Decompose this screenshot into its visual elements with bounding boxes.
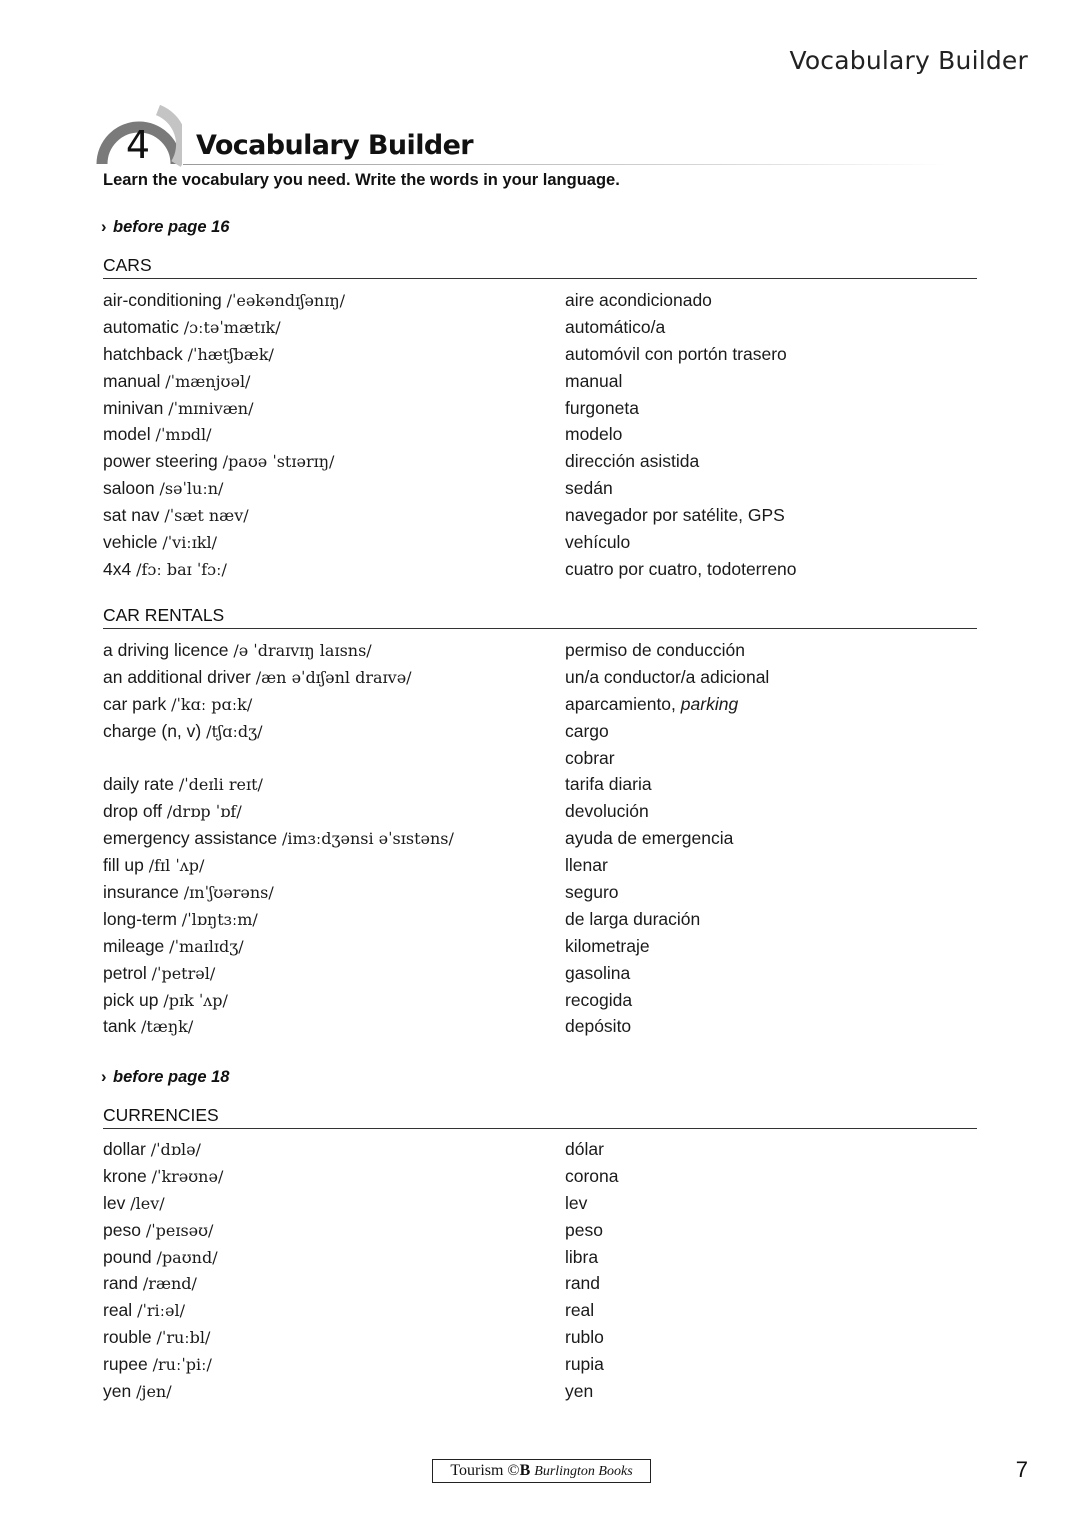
- section-heading-currencies: CURRENCIES: [103, 1105, 977, 1129]
- vocab-row: [103, 852, 977, 879]
- vocab-word: petrol: [103, 962, 147, 983]
- vocab-pronunciation: /ruːˈpiː/: [152, 1355, 212, 1375]
- vocab-row: [103, 287, 977, 314]
- translation-text: aparcamiento,: [565, 693, 676, 714]
- vocab-translation: [565, 879, 619, 906]
- vocab-word: an additional driver: [103, 666, 251, 687]
- translation-text: yen: [565, 1381, 594, 1402]
- unit-number: 4: [125, 123, 151, 167]
- vocab-term: [103, 825, 454, 853]
- vocab-row: [103, 395, 977, 422]
- vocab-pronunciation: /pɪk ˈʌp/: [163, 990, 228, 1010]
- vocab-word: air-conditioning: [103, 290, 222, 310]
- vocab-translation: [565, 1270, 600, 1297]
- vocab-translation: [565, 987, 632, 1014]
- translation-text: rupia: [565, 1354, 604, 1375]
- vocab-row: [103, 502, 977, 529]
- vocab-pronunciation: /səˈluːn/: [159, 479, 224, 499]
- translation-text: llenar: [565, 855, 608, 876]
- vocab-term: [103, 1163, 223, 1191]
- vocab-row: [103, 448, 977, 475]
- vocab-term: [103, 1136, 201, 1164]
- page-ref-label: before page 16: [113, 218, 230, 236]
- chevron-right-icon: ›: [101, 218, 107, 236]
- vocab-row: [103, 314, 977, 341]
- vocab-translation: [565, 852, 608, 879]
- vocab-row: [103, 933, 977, 960]
- vocab-term: [103, 556, 227, 584]
- vocab-list-currencies: [103, 1136, 977, 1405]
- vocab-word: insurance: [103, 882, 179, 903]
- vocab-term: [103, 771, 263, 799]
- translation-text: automático/a: [565, 316, 666, 337]
- vocab-word: rupee: [103, 1354, 148, 1375]
- vocab-translation: [565, 421, 622, 448]
- vocab-word: pound: [103, 1246, 152, 1267]
- vocab-word: tank: [103, 1016, 137, 1037]
- vocab-row: [103, 1378, 977, 1405]
- vocab-word: krone: [103, 1165, 147, 1186]
- vocab-row: [103, 906, 977, 933]
- vocab-translation: [565, 718, 609, 745]
- vocab-term: [103, 314, 281, 342]
- vocab-word: pick up: [103, 989, 159, 1010]
- vocab-row: [103, 718, 977, 745]
- translation-text: sedán: [565, 478, 613, 499]
- vocab-translation: [565, 287, 712, 314]
- vocab-row: [103, 1270, 977, 1297]
- vocab-word: automatic: [103, 316, 179, 337]
- vocab-word: fill up: [103, 855, 144, 876]
- vocab-pronunciation: /tʃɑːdʒ/: [206, 721, 263, 741]
- translation-text: aire acondicionado: [565, 290, 712, 310]
- translation-text: automóvil con portón trasero: [565, 343, 787, 364]
- vocab-term: [103, 637, 372, 665]
- instructions: Learn the vocabulary you need. Write the words in your language.: [103, 171, 620, 189]
- vocab-row: [103, 368, 977, 395]
- vocab-translation: [565, 314, 665, 341]
- vocab-translation: [565, 664, 769, 691]
- page-ref-18: [101, 1068, 229, 1087]
- vocab-pronunciation: /imɜːdʒənsi əˈsɪstəns/: [282, 829, 454, 849]
- vocab-pronunciation: /æn əˈdɪʃənl draɪvə/: [255, 667, 412, 687]
- vocab-word: mileage: [103, 935, 165, 956]
- vocab-row: [103, 421, 977, 448]
- vocab-translation: [565, 960, 630, 987]
- vocab-translation: [565, 825, 733, 852]
- vocab-term: [103, 987, 228, 1015]
- vocab-term: [103, 502, 249, 530]
- footer-book: Tourism ©: [450, 1462, 520, 1479]
- translation-text: cobrar: [565, 747, 615, 768]
- vocab-pronunciation: /ˈeəkəndɪʃənɪŋ/: [226, 291, 346, 310]
- vocab-word: sat nav: [103, 505, 160, 526]
- page-ref-label: before page 18: [113, 1068, 230, 1086]
- page-ref-16: [101, 218, 229, 237]
- vocab-row: [103, 825, 977, 852]
- vocab-pronunciation: /ˈriːəl/: [137, 1301, 185, 1321]
- vocab-row: [103, 1163, 977, 1190]
- translation-text: furgoneta: [565, 397, 639, 418]
- vocab-word: lev: [103, 1192, 126, 1213]
- translation-text: gasolina: [565, 962, 631, 983]
- vocab-term: [103, 1378, 172, 1406]
- vocab-translation: [565, 368, 622, 395]
- translation-text: ayuda de emergencia: [565, 828, 734, 849]
- vocab-word: rand: [103, 1273, 139, 1294]
- vocab-word: minivan: [103, 397, 164, 418]
- vocab-translation: [565, 529, 630, 556]
- vocab-pronunciation: /fɪl ˈʌp/: [148, 856, 205, 876]
- title-underline: [183, 164, 948, 165]
- translation-text: kilometraje: [565, 935, 650, 956]
- vocab-pronunciation: /ɔːtəˈmætɪk/: [183, 317, 281, 337]
- translation-text: depósito: [565, 1016, 632, 1037]
- vocab-pronunciation: /ˈmaɪlɪdʒ/: [169, 936, 244, 956]
- vocab-term: [103, 529, 217, 557]
- translation-text: dólar: [565, 1139, 604, 1159]
- vocab-translation: [565, 1163, 619, 1190]
- vocab-pronunciation: /ˈpetrəl/: [151, 963, 216, 983]
- vocab-term: [103, 798, 242, 826]
- chevron-right-icon: ›: [101, 1068, 107, 1086]
- vocab-pronunciation: /jen/: [136, 1382, 172, 1402]
- vocab-translation: [565, 502, 785, 529]
- vocab-translation: [565, 1324, 604, 1351]
- vocab-row: [103, 745, 977, 772]
- vocab-row: [103, 1136, 977, 1163]
- unit-number-badge: [96, 98, 182, 168]
- vocab-term: [103, 395, 253, 423]
- vocab-row: [103, 771, 977, 798]
- translation-text: navegador por satélite, GPS: [565, 505, 785, 526]
- vocab-list-car-rentals: [103, 637, 977, 1040]
- vocab-word: manual: [103, 370, 161, 391]
- vocab-word: car park: [103, 693, 167, 714]
- publisher-logo: B: [519, 1462, 531, 1479]
- vocab-row: [103, 341, 977, 368]
- vocab-word: real: [103, 1300, 133, 1321]
- translation-text: tarifa diaria: [565, 774, 652, 795]
- vocab-row: [103, 1297, 977, 1324]
- vocab-word: dollar: [103, 1139, 146, 1159]
- vocab-list-cars: [103, 287, 977, 583]
- vocab-pronunciation: /ˈkrəʊnə/: [151, 1166, 224, 1186]
- translation-text: rand: [565, 1273, 601, 1294]
- vocab-term: [103, 933, 244, 961]
- translation-text: de larga duración: [565, 908, 701, 929]
- vocab-term: [103, 1013, 193, 1041]
- vocab-term: [103, 341, 274, 369]
- vocab-pronunciation: /tæŋk/: [140, 1017, 194, 1037]
- vocab-word: vehicle: [103, 532, 158, 553]
- vocab-pronunciation: /ˈpeɪsəʊ/: [145, 1220, 214, 1240]
- vocab-translation: [565, 906, 700, 933]
- page-number: 7: [1015, 1457, 1028, 1482]
- vocab-term: [103, 906, 258, 934]
- translation-text: rublo: [565, 1327, 604, 1348]
- vocab-word: a driving licence: [103, 640, 229, 660]
- vocab-term: [103, 691, 252, 719]
- vocab-pronunciation: /lev/: [130, 1193, 165, 1213]
- section-heading-cars: CARS: [103, 255, 977, 279]
- section-heading-car-rentals: CAR RENTALS: [103, 605, 977, 629]
- vocab-word: daily rate: [103, 774, 175, 795]
- vocab-row: [103, 1190, 977, 1217]
- translation-text: libra: [565, 1246, 599, 1267]
- translation-italic: parking: [680, 693, 739, 714]
- vocab-translation: [565, 1244, 598, 1271]
- vocab-translation: [565, 395, 639, 422]
- vocab-translation: [565, 1297, 594, 1324]
- vocab-row: [103, 556, 977, 583]
- vocab-pronunciation: /ˈhætʃbæk/: [187, 344, 274, 364]
- vocab-row: [103, 1244, 977, 1271]
- vocab-pronunciation: /ɪnˈʃʊərəns/: [183, 883, 274, 903]
- vocab-pronunciation: /ˈmɒdl/: [155, 425, 212, 445]
- vocab-row: [103, 1351, 977, 1378]
- translation-text: cuatro por cuatro, todoterreno: [565, 558, 797, 579]
- translation-text: peso: [565, 1219, 603, 1240]
- translation-text: devolución: [565, 801, 649, 822]
- vocab-pronunciation: /ˈmɪnivæn/: [168, 398, 254, 418]
- vocab-translation: [565, 798, 649, 825]
- vocab-term: [103, 718, 263, 746]
- vocab-word: saloon: [103, 478, 155, 499]
- vocab-term: [103, 448, 334, 476]
- vocab-row: [103, 879, 977, 906]
- vocab-pronunciation: /drɒp ˈɒf/: [166, 802, 242, 822]
- vocab-translation: [565, 1013, 631, 1040]
- vocab-word: power steering: [103, 451, 218, 472]
- vocab-row: [103, 1324, 977, 1351]
- vocab-row: [103, 960, 977, 987]
- vocab-pronunciation: /ˈviːɪkl/: [162, 533, 218, 553]
- vocab-translation: [565, 556, 797, 583]
- vocab-word: hatchback: [103, 343, 183, 364]
- vocab-word: rouble: [103, 1327, 152, 1348]
- vocab-pronunciation: /ˈruːbl/: [156, 1328, 211, 1348]
- translation-text: dirección asistida: [565, 451, 700, 472]
- vocab-pronunciation: /paʊnd/: [156, 1247, 218, 1267]
- vocab-word: emergency assistance: [103, 828, 278, 849]
- vocab-word: yen: [103, 1381, 132, 1402]
- translation-text: recogida: [565, 989, 633, 1010]
- vocab-pronunciation: /rænd/: [142, 1274, 197, 1294]
- unit-title: Vocabulary Builder: [196, 130, 473, 161]
- vocab-translation: [565, 341, 787, 368]
- vocab-term: [103, 475, 223, 503]
- vocab-word: model: [103, 424, 151, 445]
- vocab-translation: [565, 475, 613, 502]
- vocab-word: 4x4: [103, 558, 132, 579]
- vocab-pronunciation: /ə ˈdraɪvɪŋ laɪsns/: [233, 641, 372, 660]
- vocab-pronunciation: /ˈsæt næv/: [164, 506, 249, 526]
- vocab-translation: [565, 933, 650, 960]
- vocab-term: [103, 1270, 197, 1298]
- vocab-term: [103, 879, 274, 907]
- vocab-translation: [565, 1136, 604, 1163]
- vocab-translation: [565, 1351, 604, 1378]
- vocab-word: charge (n, v): [103, 720, 202, 741]
- footer-credit: [432, 1459, 651, 1483]
- vocab-pronunciation: /ˈlɒŋtɜːm/: [181, 909, 258, 929]
- vocab-translation: [565, 771, 652, 798]
- vocab-term: [103, 1297, 185, 1325]
- vocab-row: [103, 664, 977, 691]
- vocab-translation: [565, 448, 699, 475]
- translation-text: un/a conductor/a adicional: [565, 666, 770, 687]
- running-head: Vocabulary Builder: [789, 46, 1028, 75]
- vocab-pronunciation: /fɔː baɪ ˈfɔː/: [136, 559, 227, 579]
- vocab-row: [103, 798, 977, 825]
- vocab-word: peso: [103, 1219, 141, 1240]
- translation-text: cargo: [565, 720, 609, 741]
- vocab-row: [103, 987, 977, 1014]
- vocab-row: [103, 691, 977, 718]
- translation-text: seguro: [565, 882, 619, 903]
- translation-text: lev: [565, 1192, 588, 1213]
- vocab-term: [103, 852, 204, 880]
- translation-text: manual: [565, 370, 623, 391]
- vocab-row: [103, 529, 977, 556]
- vocab-term: [103, 287, 345, 315]
- vocab-term: [103, 664, 412, 692]
- vocab-term: [103, 960, 215, 988]
- vocab-word: drop off: [103, 801, 163, 822]
- vocab-term: [103, 421, 212, 449]
- vocab-translation: [565, 745, 615, 772]
- vocab-row: [103, 637, 977, 664]
- vocab-translation: [565, 1190, 587, 1217]
- vocab-translation: [565, 637, 745, 664]
- vocab-term: [103, 1190, 165, 1218]
- footer-publisher: Burlington Books: [534, 1464, 633, 1479]
- vocab-word: long-term: [103, 908, 177, 929]
- vocab-term: [103, 1217, 213, 1245]
- vocab-translation: [565, 691, 738, 718]
- translation-text: real: [565, 1300, 595, 1321]
- translation-text: permiso de conducción: [565, 640, 745, 660]
- translation-text: vehículo: [565, 532, 631, 553]
- translation-text: corona: [565, 1165, 619, 1186]
- vocab-term: [103, 1324, 210, 1352]
- vocab-pronunciation: /ˈdeɪli reɪt/: [178, 775, 263, 795]
- vocab-translation: [565, 1378, 593, 1405]
- vocab-term: [103, 1244, 218, 1272]
- vocab-row: [103, 475, 977, 502]
- vocab-pronunciation: /ˈkɑː pɑːk/: [171, 694, 253, 714]
- vocab-term: [103, 1351, 212, 1379]
- vocab-pronunciation: /ˈdɒlə/: [150, 1140, 201, 1159]
- vocab-row: [103, 1217, 977, 1244]
- vocab-pronunciation: /ˈmænjʊəl/: [165, 371, 251, 391]
- vocab-row: [103, 1013, 977, 1040]
- vocab-term: [103, 368, 250, 396]
- translation-text: modelo: [565, 424, 623, 445]
- vocab-pronunciation: /paʊə ˈstɪərɪŋ/: [222, 452, 335, 472]
- vocab-translation: [565, 1217, 603, 1244]
